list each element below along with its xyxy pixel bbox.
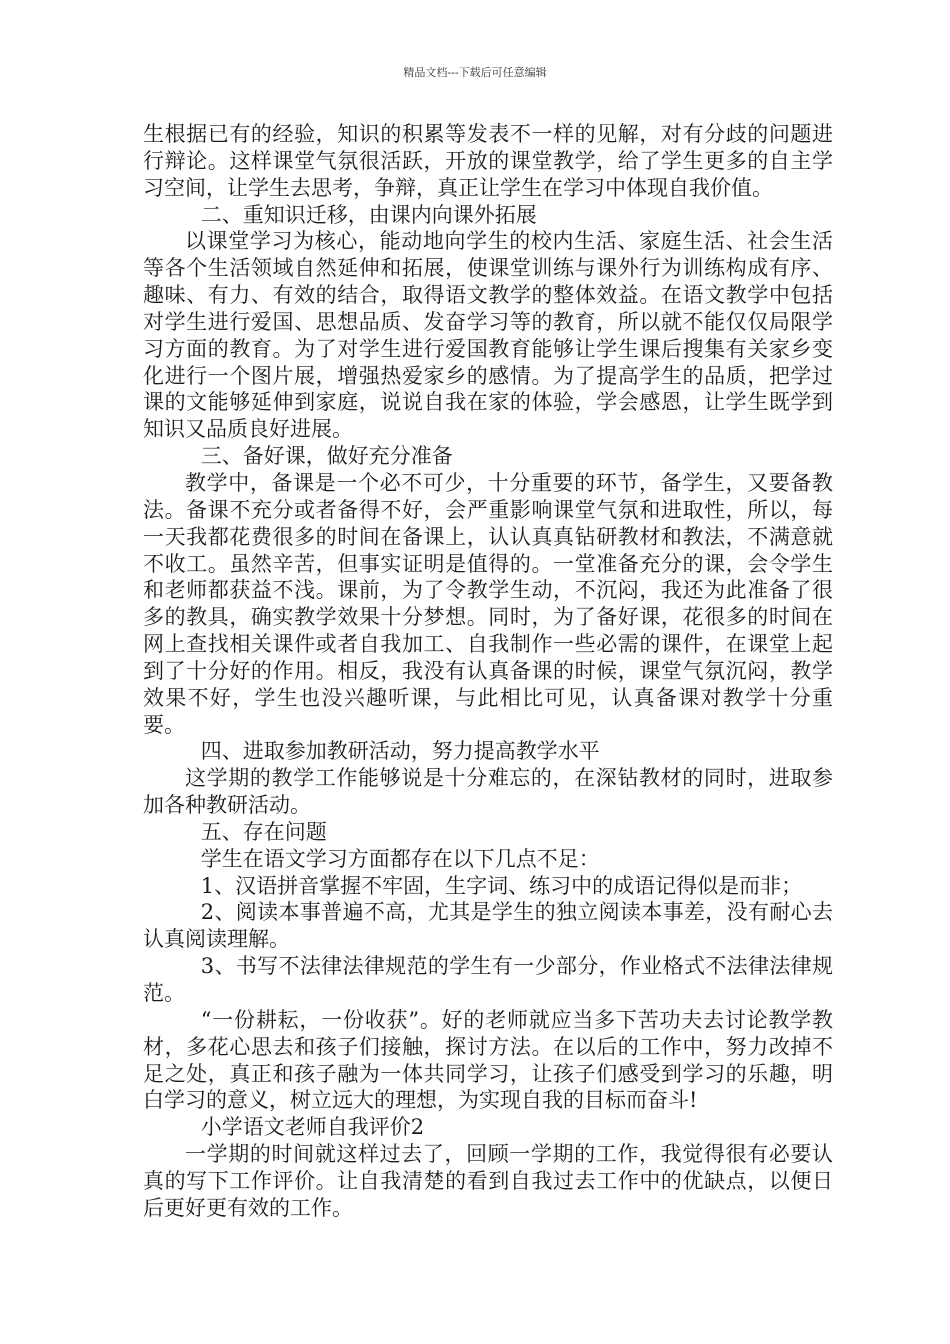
paragraph: 一学期的时间就这样过去了，回顾一学期的工作，我觉得很有必要认真的写下工作评价。让自我清楚的看到自我过去工作中的优缺点，以便日后更好更有效的工作。 [143, 1142, 833, 1220]
paragraph: “一份耕耘，一份收获”。好的老师就应当多下苦功夫去讨论教学教材，多花心思去和孩子们接触，探讨方法。在以后的工作中，努力改掉不足之处，真正和孩子融为一体共同学习，让孩子们感受到学习的乐趣，明白学习的意义，树立远大的理想，为实现自我的目标而奋斗! [143, 1007, 833, 1113]
document-body [143, 121, 833, 1222]
page-header: 精品文档---下载后可任意编辑 [403, 66, 547, 79]
section-heading: 小学语文老师自我评价2 [200, 1115, 425, 1140]
paragraph: 以课堂学习为核心，能动地向学生的校内生活、家庭生活、社会生活等各个生活领域自然延伸和拓展，使课堂训练与课外行为训练构成有序、趣味、有力、有效的结合，取得语文教学的整体效益。在语文教学中包括对学生进行爱国、思想品质、发奋学习等的教育，所以就不能仅仅局限学习方面的教育。为了对学生进行爱国教育能够让学生课后搜集有关家乡变化进行一个图片展，增强热爱家乡的感情。为了提高学生的品质，把学过课的文能够延伸到家庭，说说自我在家的体验，学会感恩，让学生既学到知识又品质良好进展。 [143, 229, 833, 442]
paragraph: 这学期的教学工作能够说是十分难忘的，在深钻教材的同时，进取参加各种教研活动。 [143, 766, 833, 818]
paragraph: 学生在语文学习方面都存在以下几点不足： [200, 846, 600, 871]
section-heading: 五、存在问题 [200, 819, 327, 844]
paragraph: 教学中，备课是一个必不可少，十分重要的环节，备学生，又要备教法。备课不充分或者备得不好，会严重影响课堂气氛和进取性，所以，每一天我都花费很多的时间在备课上，认认真真钻研教材和教法，不满意就不收工。虽然辛苦，但事实证明是值得的。一堂准备充分的课，会令学生和老师都获益不浅。课前，为了令教学生动，不沉闷，我还为此准备了很多的教具，确实教学效果十分梦想。同时，为了备好课，花很多的时间在网上查找相关课件或者自我加工、自我制作一些必需的课件，在课堂上起到了十分好的作用。相反，我没有认真备课的时候，课堂气氛沉闷，教学效果不好，学生也没兴趣听课，与此相比可见，认真备课对教学十分重要。 [143, 470, 833, 737]
list-item: 1、汉语拼音掌握不牢固，生字词、练习中的成语记得似是而非； [200, 873, 803, 898]
section-heading: 二、重知识迁移，由课内向课外拓展 [200, 202, 537, 227]
section-heading: 三、备好课，做好充分准备 [200, 444, 453, 469]
list-item: 2、阅读本事普遍不高，尤其是学生的独立阅读本事差，没有耐心去认真阅读理解。 [143, 900, 833, 952]
section-heading: 四、进取参加教研活动，努力提高教学水平 [200, 739, 600, 764]
list-item: 3、书写不法律法律规范的学生有一少部分，作业格式不法律法律规范。 [143, 954, 833, 1005]
paragraph: 生根据已有的经验，知识的积累等发表不一样的见解，对有分歧的问题进行辩论。这样课堂气氛很活跃，开放的课堂教学，给了学生更多的自主学习空间，让学生去思考，争辩，真正让学生在学习中体现自我价值。 [143, 122, 833, 200]
